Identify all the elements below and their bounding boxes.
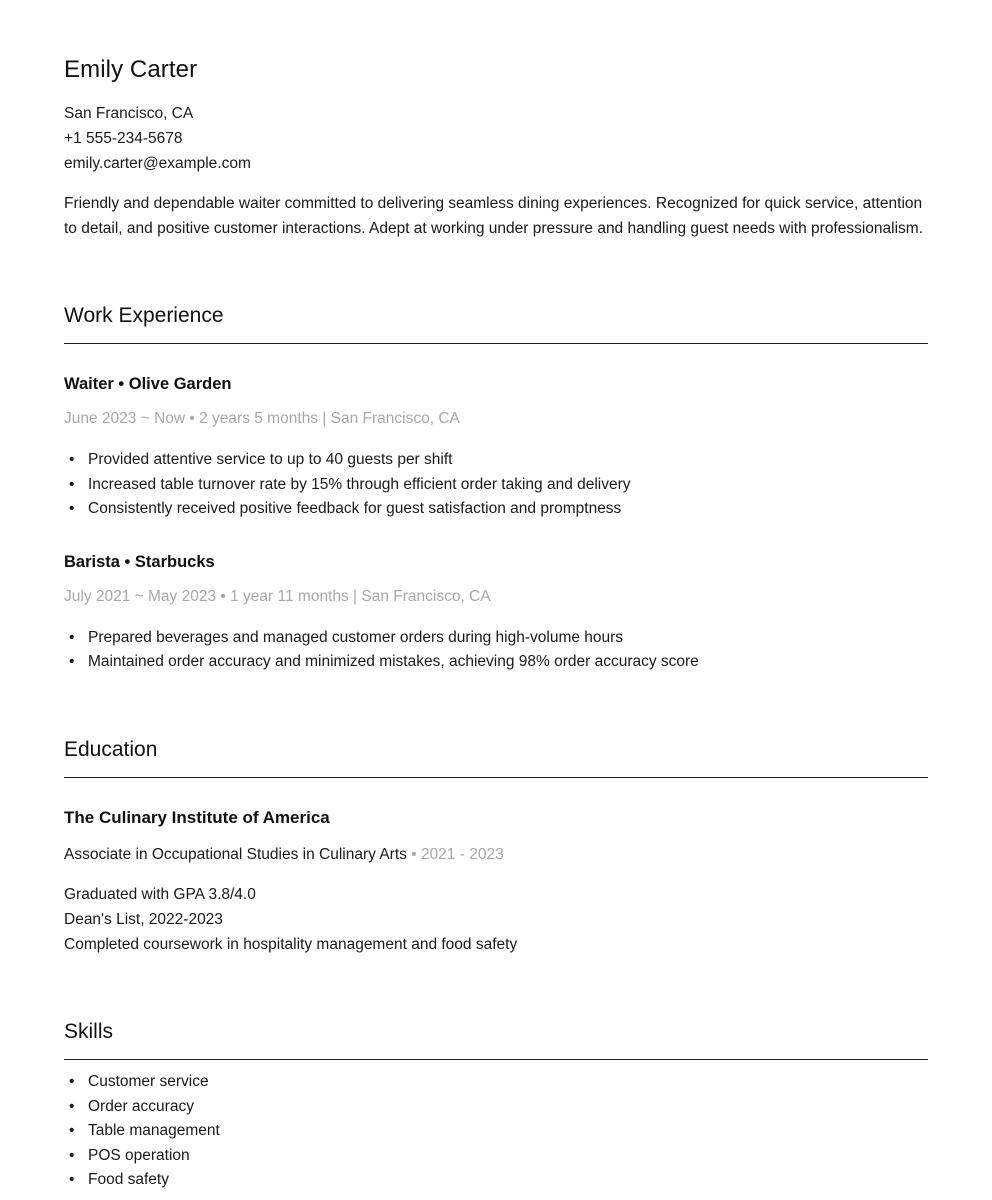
list-item: • Provided attentive service to up to 40 guests per shift [64,448,928,473]
divider [64,1059,928,1060]
list-item: • Maintained order accuracy and minimized mistakes, achieving 98% order accuracy score [64,650,928,675]
skill-item: • Customer service [64,1070,928,1095]
education-entry [64,806,928,957]
section-title: Education [64,737,158,761]
list-item: • Prepared beverages and managed customer orders during high-volume hours [64,626,928,651]
job-bullets [64,448,928,522]
summary: Friendly and dependable waiter committed to delivering seamless dining experiences. Recognized for quick service, attention to detail, and positive customer interactions. Adept at working under pressure and handling guest needs with professionalism. [64,195,924,237]
degree-line [64,842,928,867]
divider [64,777,928,778]
education-section [64,735,928,957]
skill-item: • Order accuracy [64,1095,928,1120]
job-entry [64,372,928,522]
job-meta: June 2023 ~ Now • 2 years 5 months | San Francisco, CA [64,410,460,427]
list-item: • Consistently received positive feedback for guest satisfaction and promptness [64,497,928,522]
skill-item: • POS operation [64,1144,928,1169]
school-name: The Culinary Institute of America [64,807,330,827]
divider [64,343,928,344]
education-years: • 2021 - 2023 [406,845,504,863]
work-experience-section [64,301,928,675]
candidate-name: Emily Carter [64,56,198,83]
section-title: Skills [64,1019,114,1043]
education-note: Dean's List, 2022-2023 [64,910,223,928]
phone: +1 555-234-5678 [64,130,183,147]
degree: Associate in Occupational Studies in Culinary Arts [64,845,407,863]
education-notes [64,882,928,957]
skills-list [64,1070,928,1193]
email: emily.carter@example.com [64,155,251,172]
list-item: • Increased table turnover rate by 15% through efficient order taking and delivery [64,473,928,498]
skills-section [64,1017,928,1193]
location: San Francisco, CA [64,105,194,122]
job-meta: July 2021 ~ May 2023 • 1 year 11 months | San Francisco, CA [64,587,491,605]
skill-item: • Table management [64,1119,928,1144]
section-title: Work Experience [64,304,224,327]
contact-info [64,101,928,176]
skill-item: • Food safety [64,1168,928,1193]
job-heading: Barista • Starbucks [64,552,215,571]
job-entry [64,550,928,675]
job-bullets [64,626,928,675]
job-heading: Waiter • Olive Garden [64,375,232,393]
resume-header [64,54,928,241]
education-note: Graduated with GPA 3.8/4.0 [64,885,256,903]
education-note: Completed coursework in hospitality management and food safety [64,935,518,953]
